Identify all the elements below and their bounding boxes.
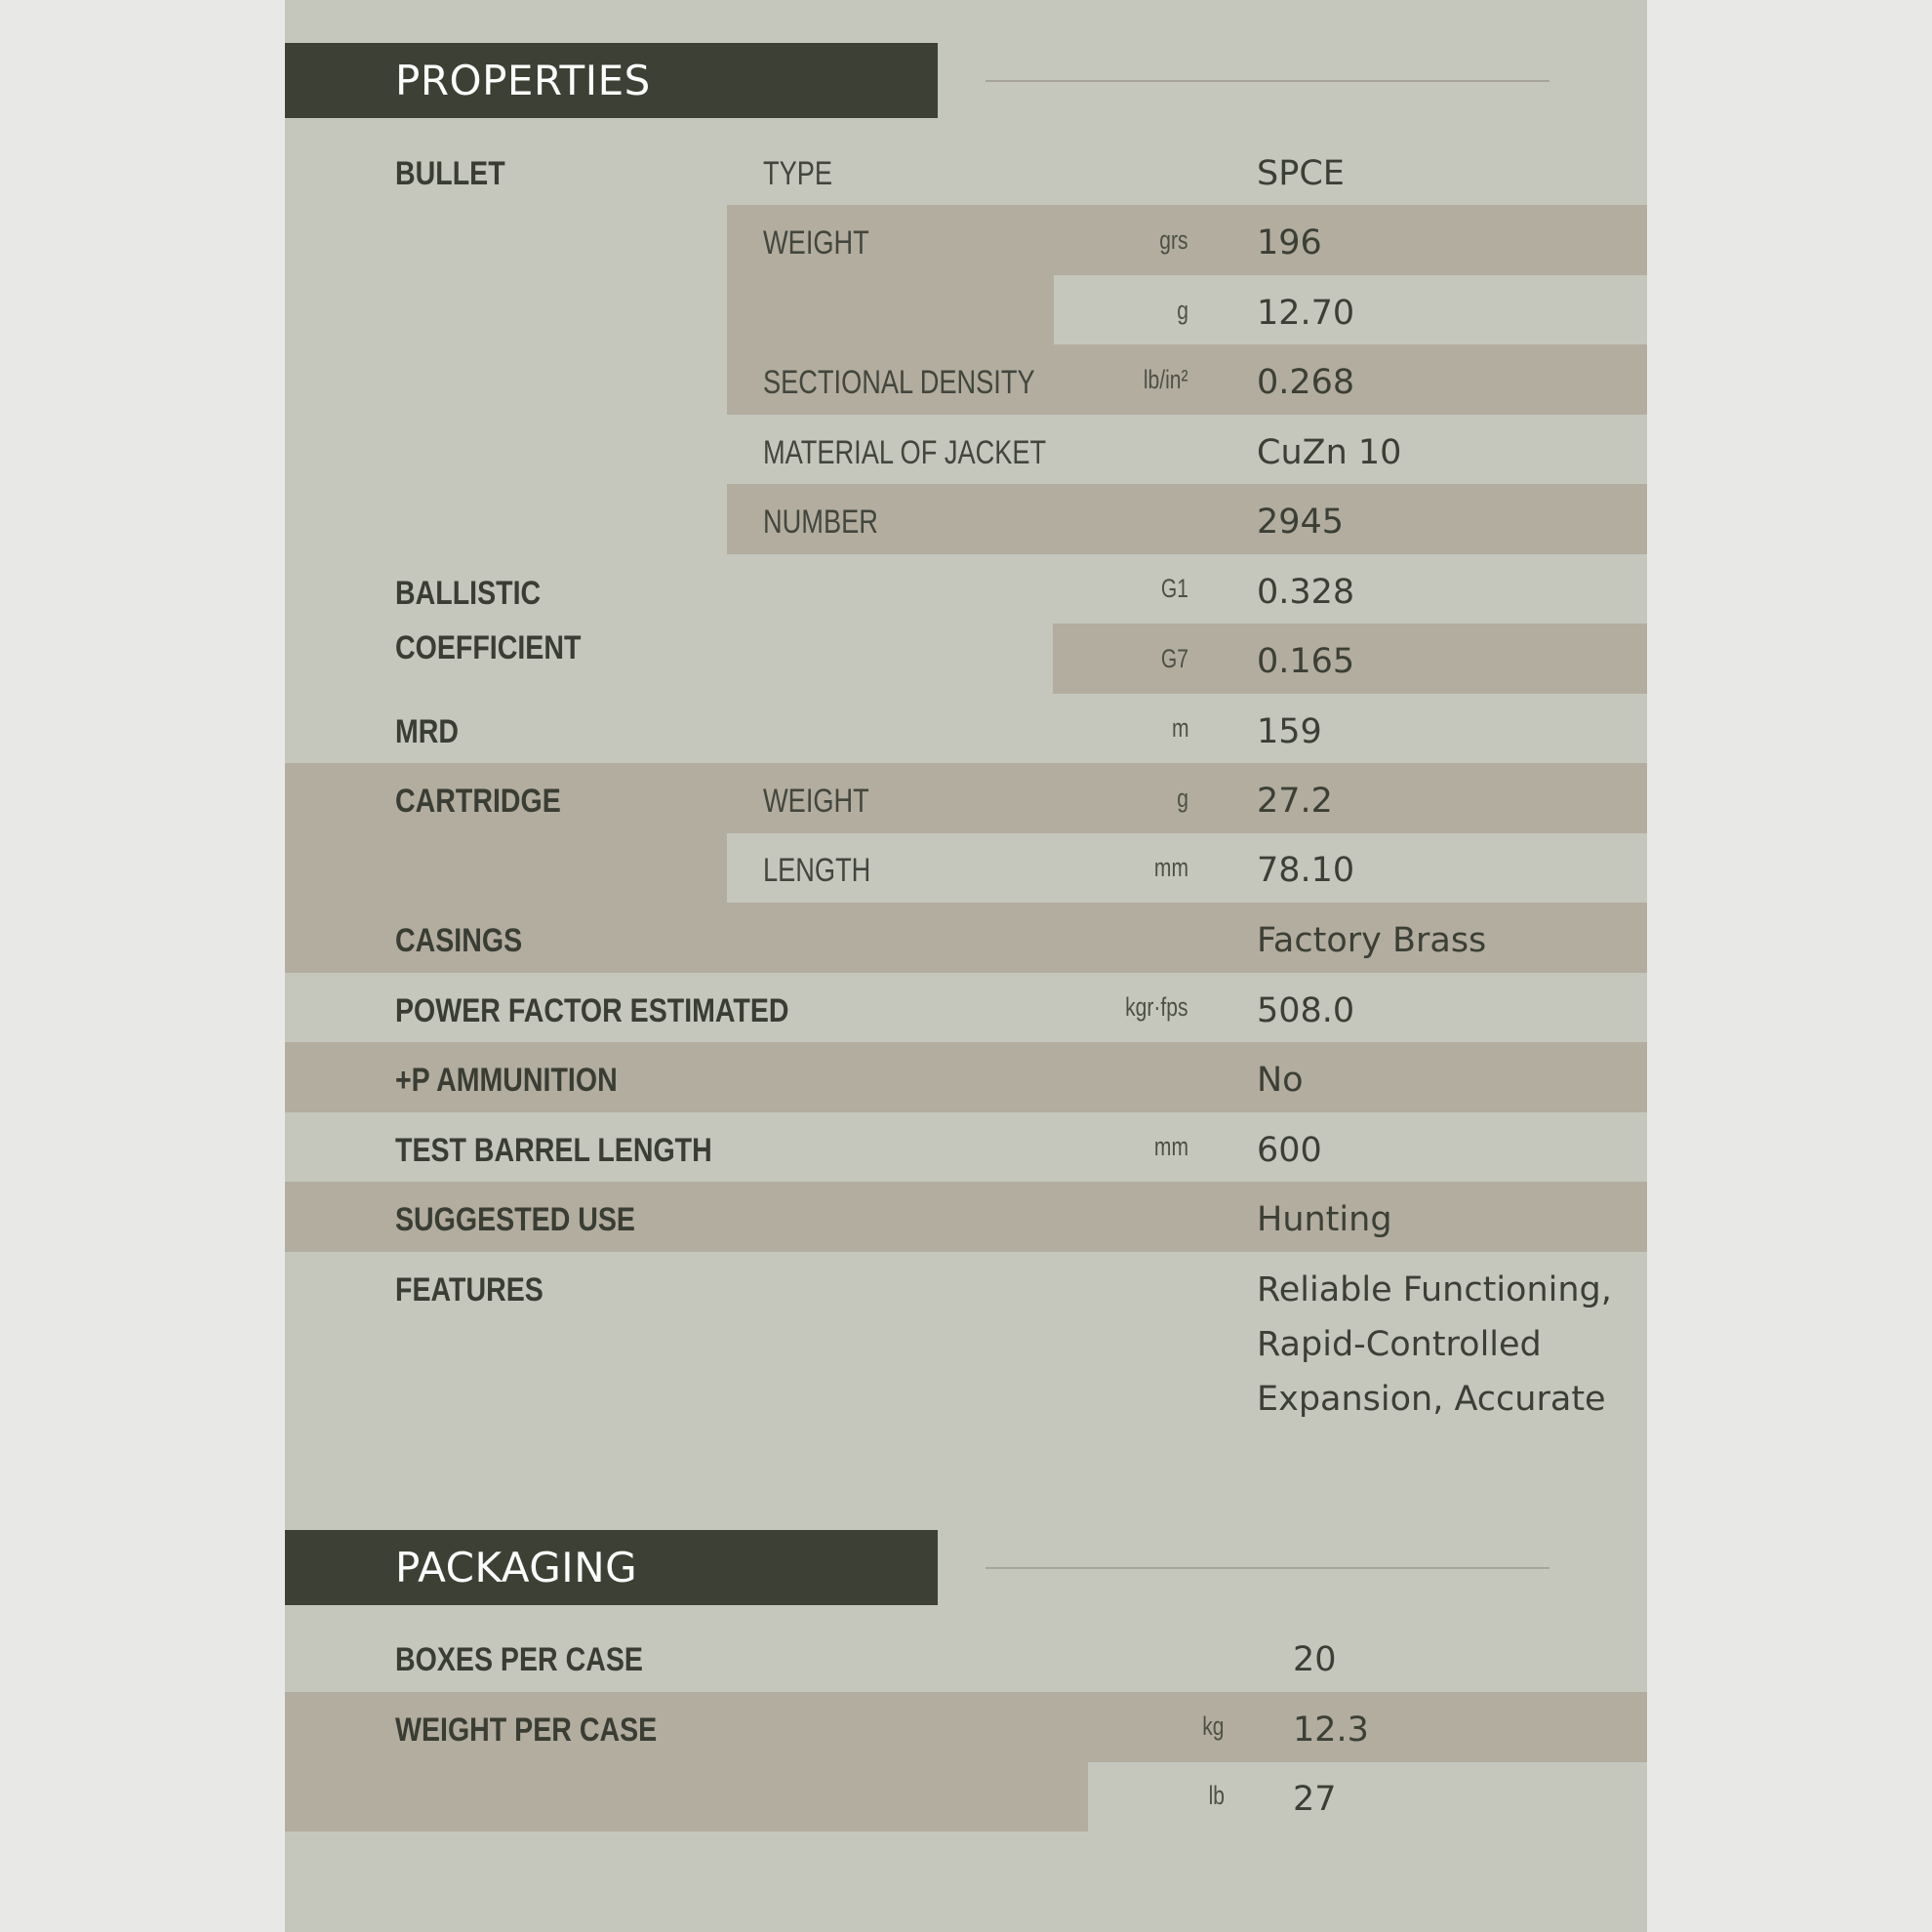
properties-heading-rule (986, 80, 1550, 82)
sectional-density-unit: lb/in² (1144, 365, 1188, 394)
bc-g1-unit: G1 (1160, 574, 1188, 603)
cartridge-length-value: 78.10 (1257, 851, 1355, 890)
mrd-label: MRD (395, 713, 460, 750)
suggested-use-value: Hunting (1257, 1200, 1392, 1239)
bullet-type-value: SPCE (1257, 154, 1345, 193)
bullet-weight-label: WEIGHT (763, 224, 869, 262)
packaging-heading: PACKAGING (285, 1530, 938, 1605)
weight-per-case-label: WEIGHT PER CASE (395, 1711, 658, 1749)
casings-label: CASINGS (395, 922, 523, 959)
cartridge-weight-label: WEIGHT (763, 783, 869, 820)
cartridge-label: CARTRIDGE (395, 783, 561, 820)
bc-g7-value: 0.165 (1257, 642, 1355, 681)
casings-value: Factory Brass (1257, 921, 1487, 960)
boxes-per-case-label: BOXES PER CASE (395, 1641, 643, 1678)
band-weight-per-case-label (285, 1761, 1088, 1831)
bullet-weight-g-unit: g (1177, 296, 1188, 325)
test-barrel-unit: mm (1153, 1132, 1188, 1161)
bullet-weight-g-value: 12.70 (1257, 294, 1355, 333)
plus-p-label: +P AMMUNITION (395, 1062, 618, 1099)
bc-g1-value: 0.328 (1257, 573, 1355, 612)
band-cartridge-label (285, 832, 727, 903)
packaging-heading-rule (986, 1567, 1550, 1569)
sectional-density-label: SECTIONAL DENSITY (763, 364, 1035, 401)
bullet-weight-grs-unit: grs (1159, 225, 1188, 255)
mrd-value: 159 (1257, 712, 1322, 751)
power-factor-value: 508.0 (1257, 991, 1355, 1030)
cartridge-length-unit: mm (1153, 853, 1188, 882)
weight-per-case-kg-value: 12.3 (1293, 1711, 1369, 1750)
band-weight-label (727, 275, 1054, 345)
features-label: FEATURES (395, 1271, 543, 1308)
ballistic-coefficient-label-line1: BALLISTIC (395, 575, 542, 612)
bullet-weight-grs-value: 196 (1257, 223, 1322, 262)
weight-per-case-lb-unit: lb (1208, 1781, 1225, 1810)
test-barrel-label: TEST BARREL LENGTH (395, 1132, 712, 1169)
properties-heading: PROPERTIES (285, 43, 938, 118)
bullet-type-label: TYPE (763, 155, 833, 192)
material-of-jacket-label: MATERIAL OF JACKET (763, 434, 1047, 471)
spec-sheet (285, 0, 1647, 1932)
weight-per-case-lb-value: 27 (1293, 1780, 1337, 1819)
bullet-number-label: NUMBER (763, 503, 878, 541)
plus-p-value: No (1257, 1061, 1304, 1100)
features-value: Reliable Functioning, Rapid-Controlled Expansion, Accurate (1257, 1270, 1612, 1419)
bullet-number-value: 2945 (1257, 503, 1345, 542)
test-barrel-value: 600 (1257, 1131, 1322, 1170)
cartridge-weight-unit: g (1177, 784, 1188, 813)
bc-g7-unit: G7 (1160, 644, 1188, 673)
cartridge-weight-value: 27.2 (1257, 782, 1333, 821)
boxes-per-case-value: 20 (1293, 1640, 1337, 1679)
material-of-jacket-value: CuZn 10 (1257, 433, 1402, 472)
sectional-density-value: 0.268 (1257, 363, 1355, 402)
cartridge-length-label: LENGTH (763, 852, 871, 889)
bullet-label: BULLET (395, 155, 505, 192)
suggested-use-label: SUGGESTED USE (395, 1201, 635, 1238)
weight-per-case-kg-unit: kg (1202, 1711, 1225, 1741)
power-factor-unit: kgr·fps (1125, 992, 1188, 1022)
power-factor-label: POWER FACTOR ESTIMATED (395, 992, 789, 1029)
ballistic-coefficient-label-line2: COEFFICIENT (395, 629, 582, 666)
mrd-unit: m (1171, 713, 1188, 743)
